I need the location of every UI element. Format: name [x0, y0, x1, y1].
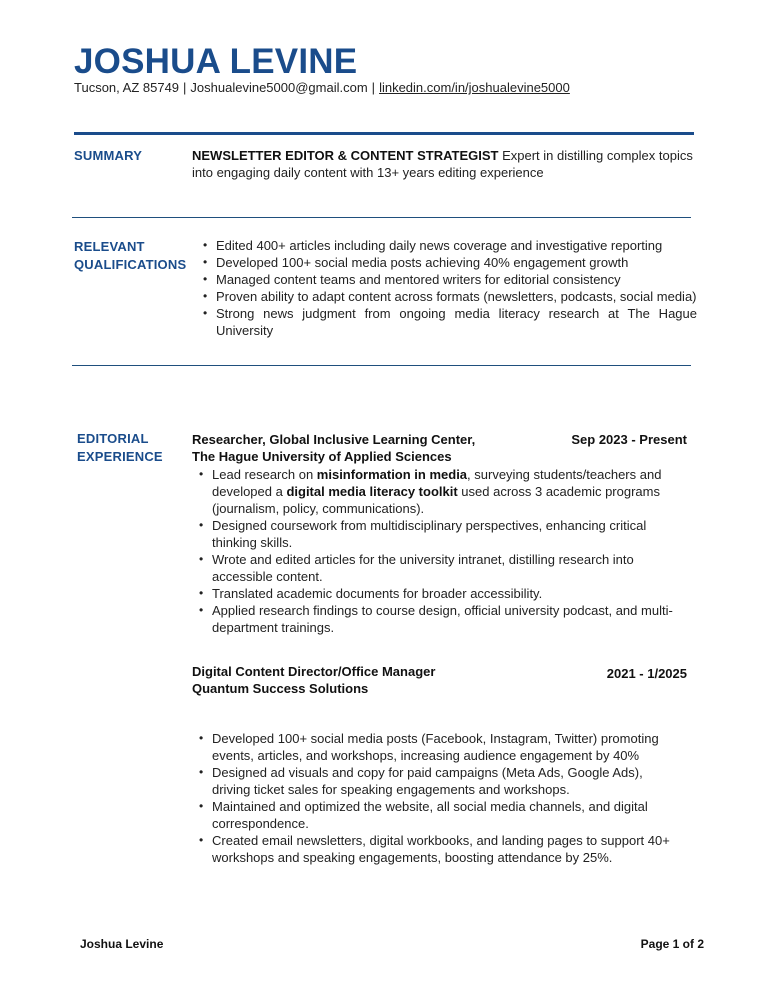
summary-heading: SUMMARY — [74, 148, 143, 163]
job-title: Researcher, Global Inclusive Learning Center, — [192, 432, 476, 447]
qualifications-heading — [74, 238, 186, 274]
job-title: Digital Content Director/Office Manager — [192, 664, 436, 679]
linkedin-link[interactable] — [368, 80, 570, 95]
list-item: • Wrote and edited articles for the university intranet, distilling research into accessible content. — [192, 551, 682, 585]
contact-line — [74, 80, 570, 95]
experience-heading-line2: EXPERIENCE — [77, 449, 163, 464]
experience-heading — [77, 430, 163, 466]
list-item: • Strong news judgment from ongoing media literacy research at The Hague University — [196, 305, 697, 339]
list-item: • Maintained and optimized the website, all social media channels, and digital correspondence. — [192, 798, 682, 832]
list-item: • Created email newsletters, digital workbooks, and landing pages to support 40+ workshops and speaking engagements, boosting attendance by 25%. — [192, 832, 682, 866]
bullet-text: used across 3 academic programs (journalism, policy, communications). — [212, 484, 660, 516]
experience-heading-line1: EDITORIAL — [77, 431, 149, 446]
section-divider — [72, 217, 691, 218]
qualifications-heading-line1: RELEVANT — [74, 239, 145, 254]
list-item: • Translated academic documents for broader accessibility. — [192, 585, 682, 602]
qualifications-list — [196, 237, 697, 339]
job-2-bullets — [192, 730, 682, 866]
list-item: • Developed 100+ social media posts achieving 40% engagement growth — [196, 254, 697, 271]
bullet-text: , surveying students/teachers and developed a — [212, 467, 662, 499]
job-organization: Quantum Success Solutions — [192, 681, 369, 696]
section-divider — [72, 365, 691, 366]
bullet-text: Lead research on — [212, 467, 317, 482]
list-item: • Managed content teams and mentored writers for editorial consistency — [196, 271, 697, 288]
list-item — [192, 466, 682, 517]
candidate-name: JOSHUA LEVINE — [74, 42, 358, 81]
list-item: • Designed coursework from multidisciplinary perspectives, enhancing critical thinking skills. — [192, 517, 682, 551]
qualifications-heading-line2: QUALIFICATIONS — [74, 257, 187, 272]
bullet-emphasis: digital media literacy toolkit — [286, 484, 458, 499]
list-item: • Proven ability to adapt content across formats (newsletters, podcasts, social media) — [196, 288, 697, 305]
page-number: Page 1 of 2 — [640, 937, 704, 951]
job-1-title — [192, 431, 475, 465]
summary-headline: NEWSLETTER EDITOR & CONTENT STRATEGIST — [192, 148, 499, 163]
job-1-bullets — [192, 466, 682, 636]
job-organization: The Hague University of Applied Sciences — [192, 449, 452, 464]
list-item: • Designed ad visuals and copy for paid campaigns (Meta Ads, Google Ads), driving ticket sales for speaking engagements and workshops. — [192, 764, 682, 798]
location: Tucson, AZ 85749 — [74, 80, 180, 95]
job-2-title — [192, 663, 435, 697]
separator: | — [371, 80, 376, 95]
header-divider — [74, 132, 694, 135]
footer-name: Joshua Levine — [80, 937, 164, 951]
list-item: • Developed 100+ social media posts (Facebook, Instagram, Twitter) promoting events, articles, and workshops, increasing audience engagement by 40% — [192, 730, 682, 764]
separator: | — [183, 80, 187, 95]
email-address: Joshualevine5000@gmail.com — [190, 80, 368, 95]
linkedin-url: linkedin.com/in/joshualevine5000 — [379, 80, 570, 95]
summary-text — [192, 147, 702, 181]
bullet-emphasis: misinformation in media — [316, 467, 468, 482]
job-2-dates: 2021 - 1/2025 — [606, 666, 687, 681]
list-item: • Edited 400+ articles including daily news coverage and investigative reporting — [196, 237, 697, 254]
job-1-dates: Sep 2023 - Present — [571, 432, 687, 447]
list-item: • Applied research findings to course design, official university podcast, and multi-department trainings. — [192, 602, 682, 636]
summary-body: Expert in distilling complex topics into engaging daily content with 13+ years editing experience — [192, 148, 693, 180]
